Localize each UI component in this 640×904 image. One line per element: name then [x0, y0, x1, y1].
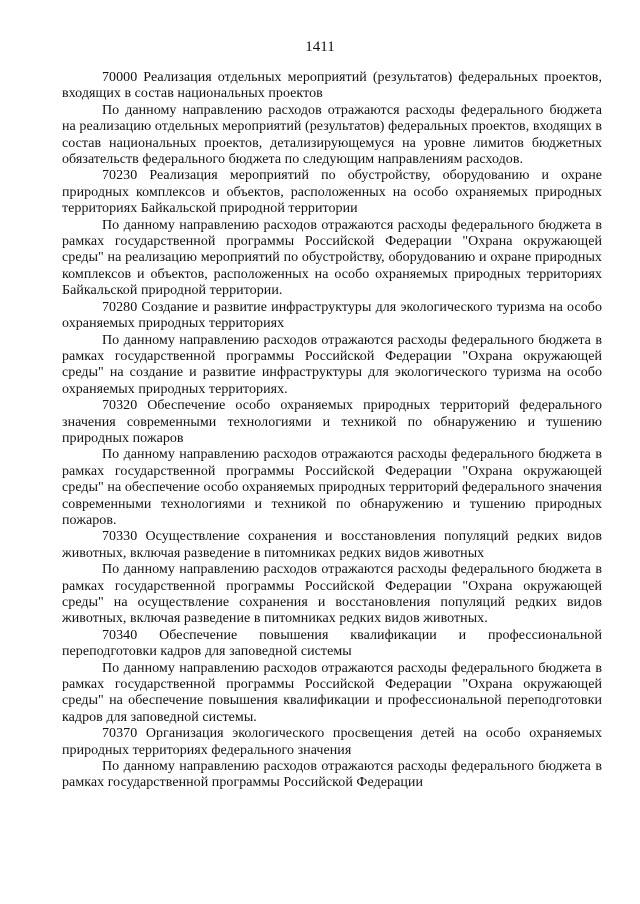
- paragraph: 70370 Организация экологического просвещения детей на особо охраняемых природных территориях федерального значения: [62, 726, 602, 758]
- page-number: 1411: [305, 39, 335, 55]
- paragraph: По данному направлению расходов отражаются расходы федерального бюджета в рамках государственной программы Российской Федерации "Охрана окружающей среды" на создание и развитие инфраструктуры для экологического туризма на особо охраняемых природных территориях.: [62, 332, 602, 397]
- paragraph: 70340 Обеспечение повышения квалификации и профессиональной переподготовки кадров для заповедной системы: [62, 627, 602, 660]
- paragraph: 70000 Реализация отдельных мероприятий (результатов) федеральных проектов, входящих в состав национальных проектов: [62, 70, 602, 102]
- paragraph: По данному направлению расходов отражаются расходы федерального бюджета в рамках государственной программы Российской Федерации "Охрана окружающей среды" на обеспечение особо охраняемых природных территорий федерального значения современными технологиями и техникой по обнаружению и тушению природных пожаров.: [62, 447, 602, 528]
- paragraph: 70320 Обеспечение особо охраняемых природных территорий федерального значения современными технологиями и техникой по обнаружению и тушению природных пожаров: [62, 398, 602, 446]
- paragraph: 70280 Создание и развитие инфраструктуры для экологического туризма на особо охраняемых природных территориях: [62, 299, 602, 332]
- paragraph: По данному направлению расходов отражаются расходы федерального бюджета в рамках государственной программы Российской Федерации: [62, 759, 602, 791]
- paragraph: По данному направлению расходов отражаются расходы федерального бюджета в рамках государственной программы Российской Федерации "Охрана окружающей среды" на реализацию мероприятий по обустройству, оборудованию и охране природных комплексов и объектов, расположенных на особо охраняемых природных территориях Байкальской природной территории.: [62, 217, 602, 299]
- paragraph: По данному направлению расходов отражаются расходы федерального бюджета в рамках государственной программы Российской Федерации "Охрана окружающей среды" на осуществление сохранения и восстановления популяций редких видов животных, включая разведение в питомниках редких видов животных.: [62, 562, 602, 627]
- paragraph: По данному направлению расходов отражаются расходы федерального бюджета на реализацию отдельных мероприятий (результатов) федеральных проектов, входящих в состав национальных проектов, детализирующемуся на уровне лимитов бюджетных обязательств федерального бюджета по следующим направлениям расходов.: [62, 102, 602, 168]
- paragraph: 70230 Реализация мероприятий по обустройству, оборудованию и охране природных комплексов и объектов, расположенных на особо охраняемых природных территориях Байкальской природной территории: [62, 168, 602, 217]
- paragraph: 70330 Осуществление сохранения и восстановления популяций редких видов животных, включая разведение в питомниках редких видов животных: [62, 529, 602, 561]
- document-body: [62, 70, 602, 792]
- paragraph: По данному направлению расходов отражаются расходы федерального бюджета в рамках государственной программы Российской Федерации "Охрана окружающей среды" на обеспечение повышения квалификации и профессиональной переподготовки кадров для заповедной системы.: [62, 660, 602, 725]
